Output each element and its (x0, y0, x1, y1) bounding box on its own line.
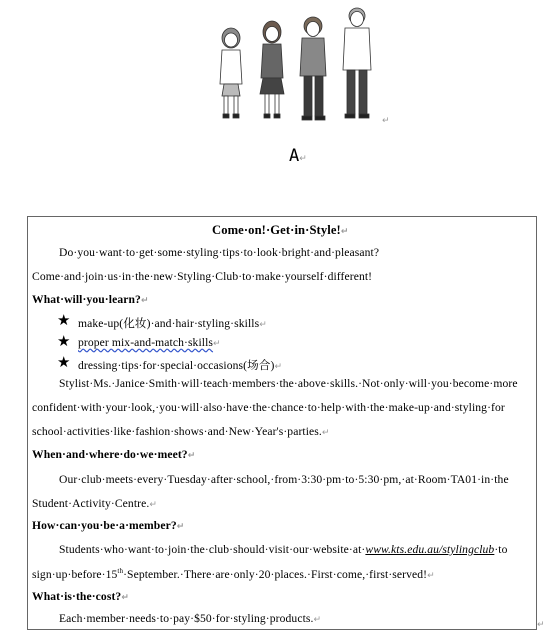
website-link[interactable]: www.kts.edu.au/stylingclub (365, 543, 495, 556)
notice-title: Come·on!·Get·in·Style!↵ (212, 223, 349, 237)
paragraph-mark: ↵ (382, 116, 390, 126)
star-bullet-icon: ★ (57, 313, 71, 329)
notice-box (27, 216, 537, 630)
students-illustration (205, 4, 395, 124)
student-boy-2 (343, 8, 371, 118)
figure-caption: A↵ (289, 146, 307, 166)
stylist-line-1: Stylist·Ms.·Janice·Smith·will·teach·members·the·above·skills.·Not·only·will·you·become·more (59, 377, 518, 390)
star-bullet-icon: ★ (57, 355, 71, 371)
paragraph-mark: ↵ (537, 620, 545, 630)
stylist-line-3: school·activities·like·fashion·shows·and·New·Year's·parties.↵ (32, 425, 330, 438)
student-girl-2 (260, 21, 284, 118)
learn-item-2: proper mix-and-match·skills↵ (78, 336, 221, 349)
meet-line-2: Student·Activity·Centre.↵ (32, 497, 158, 510)
learn-item-3: dressing·tips·for·special·occasions(场合)↵ (78, 359, 283, 372)
star-bullet-icon: ★ (57, 334, 71, 350)
stylist-line-2: confident·with·your·look,·you·will·also·have·the·chance·to·help·with·the·make-up·and·styling·for (32, 401, 505, 414)
meet-line-1: Our·club·meets·every·Tuesday·after·school,·from·3:30·pm·to·5:30·pm,·at·Room·TA01·in·the (59, 473, 509, 486)
member-line-2: sign·up·before·15th·September.·There·are·only·20·places.·First·come,·first·served!↵ (32, 567, 435, 581)
cost-line-1: Each·member·needs·to·pay·$50·for·styling·products.↵ (59, 612, 322, 625)
heading-cost: What·is·the·cost?↵ (32, 590, 129, 603)
heading-learn: What·will·you·learn?↵ (32, 293, 149, 306)
heading-member: How·can·you·be·a·member?↵ (32, 519, 185, 532)
student-girl-1 (220, 28, 242, 118)
student-boy-1 (300, 17, 326, 120)
intro-line-1: Do·you·want·to·get·some·styling·tips·to·look·bright·and·pleasant? (59, 246, 380, 259)
intro-line-2: Come·and·join·us·in·the·new·Styling·Club·to·make·yourself·different! (32, 270, 373, 283)
learn-item-1: make-up(化妆)·and·hair·styling·skills↵ (78, 317, 267, 330)
member-line-1: Students·who·want·to·join·the·club·should·visit·our·website·at·www.kts.edu.au/stylingclub·to (59, 543, 508, 556)
heading-meet: When·and·where·do·we·meet?↵ (32, 448, 196, 461)
